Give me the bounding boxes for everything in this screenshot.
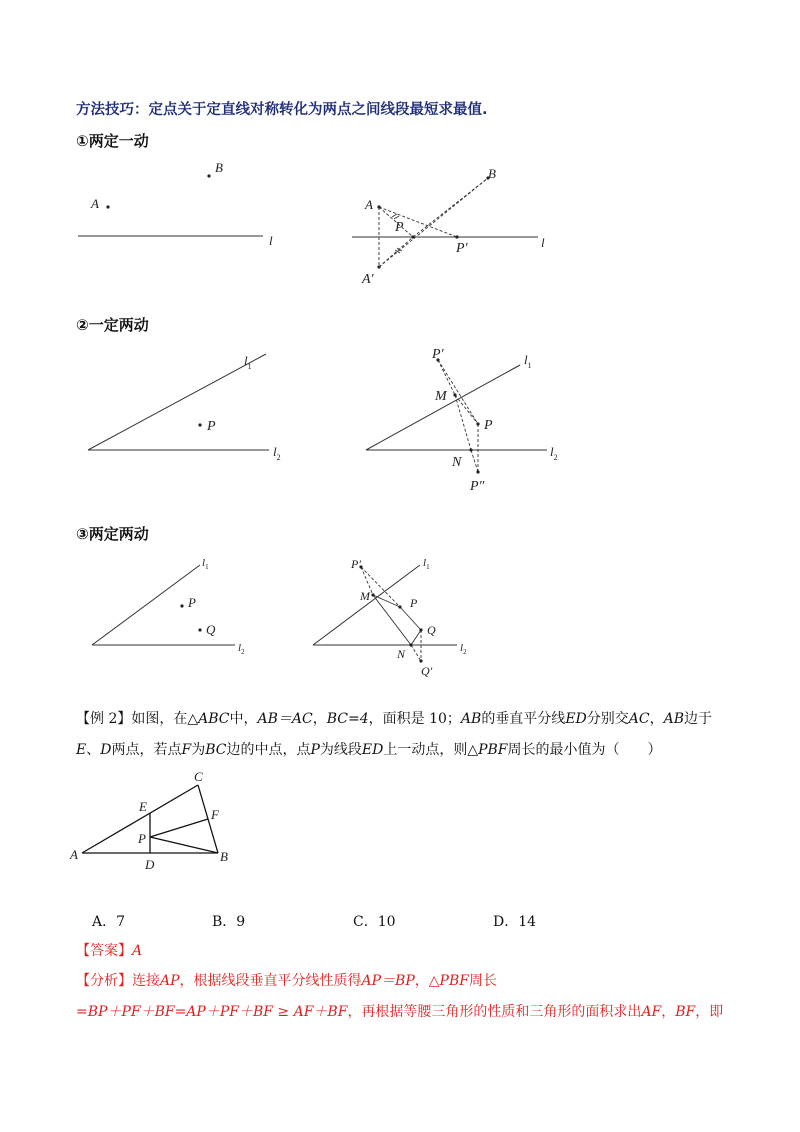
figure-one-fixed-two-moving-right	[360, 340, 580, 500]
label-l: l	[269, 233, 273, 248]
option-value: 9	[236, 914, 246, 930]
label-p: P	[138, 831, 146, 846]
label-l2-sub: 2	[241, 648, 245, 656]
text: 周长	[468, 973, 497, 989]
line-l1	[366, 365, 520, 450]
label-p: P	[410, 596, 418, 610]
example-line-2	[76, 741, 662, 759]
segment-mn	[455, 395, 471, 450]
text: 上一动点，则	[383, 742, 468, 758]
point-n	[409, 643, 412, 646]
option-d[interactable]	[493, 911, 536, 931]
math: AF	[641, 1004, 662, 1020]
text: ，	[661, 1004, 676, 1020]
example-line-1	[76, 710, 712, 728]
option-value: 7	[116, 914, 126, 930]
segment-pf	[150, 819, 208, 837]
label-l1	[524, 352, 532, 370]
text: 分别交	[586, 711, 629, 727]
point-q	[198, 628, 201, 631]
text: 、	[86, 742, 101, 758]
analysis-line-2	[76, 1001, 723, 1021]
point-p	[476, 422, 479, 425]
label-d: D	[145, 857, 155, 872]
label-l2-sub: 2	[553, 453, 558, 462]
segment-pq	[400, 607, 421, 630]
point-p-double-prime	[476, 470, 479, 473]
line-l1	[92, 565, 200, 645]
label-p: P	[188, 595, 196, 610]
label-q: Q	[427, 623, 436, 637]
figure-two-fixed-two-moving-right	[305, 550, 505, 685]
label-l2-sub: 2	[463, 648, 467, 656]
point-m	[371, 593, 374, 596]
segment-pb	[150, 837, 218, 853]
example-tag: 【例 2】	[76, 711, 132, 727]
text: ，即	[695, 1004, 724, 1020]
answer-tag: 【答案】	[76, 943, 132, 959]
math: P	[310, 742, 320, 758]
label-l1-sub: 1	[527, 361, 532, 370]
label-l2	[273, 444, 281, 462]
math: E	[76, 742, 87, 758]
label-e: E	[139, 799, 147, 814]
math: △PBF	[428, 973, 469, 989]
point-a	[377, 205, 380, 208]
point-p-prime	[455, 235, 458, 238]
math: △ABC	[187, 711, 230, 727]
label-l2-base: l	[238, 642, 242, 654]
math: ED	[361, 742, 384, 758]
option-label: A．	[92, 914, 117, 930]
point-m	[453, 393, 456, 396]
label-q-prime: Q′	[421, 664, 433, 678]
label-a-prime: A′	[362, 272, 374, 287]
label-f: F	[211, 807, 219, 822]
segment-mn	[373, 595, 411, 645]
label-p: P	[207, 419, 216, 434]
label-c: C	[194, 769, 203, 784]
label-l1-base: l	[423, 557, 427, 569]
figure-one-fixed-two-moving-left	[70, 340, 300, 480]
label-l1	[423, 557, 430, 571]
label-p: P	[484, 418, 493, 433]
math: AP＝BP	[361, 973, 415, 989]
figure-two-fixed-two-moving-left	[80, 550, 270, 660]
label-n: N	[397, 647, 406, 661]
option-c[interactable]	[353, 911, 396, 931]
line-l1	[88, 354, 266, 450]
point-p	[411, 235, 414, 238]
text: 周长的最小值为（ ）	[507, 742, 662, 758]
method-heading: 方法技巧：定点关于定直线对称转化为两点之间线段最短求最值.	[76, 102, 488, 118]
figure-two-fixed-one-moving-left	[70, 150, 290, 250]
label-b: B	[488, 166, 496, 181]
answer-value: A	[132, 943, 143, 959]
label-l1-base: l	[244, 353, 248, 368]
label-l2-base: l	[273, 444, 277, 459]
option-value: 14	[518, 914, 537, 930]
option-a[interactable]	[92, 911, 125, 931]
math: △PBF	[467, 742, 508, 758]
math: =BP＋PF＋BF=AP＋PF＋BF ≥ AF＋BF	[76, 1004, 348, 1020]
label-p-double-prime: P″	[470, 479, 485, 494]
math: AB＝AC	[257, 711, 313, 727]
label-p-prime: P′	[456, 241, 468, 256]
section-title-3: ③两定两动	[76, 525, 149, 543]
label-l2	[238, 642, 245, 656]
math: AB	[663, 711, 684, 727]
segment-n-p-double-prime	[471, 450, 478, 472]
label-a: A	[70, 847, 78, 862]
label-l2	[460, 642, 467, 656]
text: ，根据线段垂直平分线性质得	[179, 973, 362, 989]
math: ED	[565, 711, 587, 727]
label-l: l	[541, 235, 545, 250]
tick-mark	[392, 214, 397, 217]
label-m: M	[435, 389, 447, 404]
text: ，再根据等腰三角形的性质和三角形的面积求出	[347, 1004, 642, 1020]
section-title-2: ②一定两动	[76, 316, 149, 334]
math: BC=4	[326, 711, 369, 727]
text: ，面积是 10；	[368, 711, 461, 727]
segment-n-q-prime	[411, 645, 421, 661]
text: 为	[191, 742, 206, 758]
label-l2-sub: 2	[276, 453, 281, 462]
label-l1-sub: 1	[426, 563, 430, 571]
label-b: B	[215, 160, 223, 175]
text: 连接	[132, 973, 160, 989]
label-n: N	[452, 455, 462, 470]
label-l2	[550, 444, 558, 462]
point-q	[419, 628, 422, 631]
text: 边的中点，点	[226, 742, 311, 758]
text: 两点，若点	[111, 742, 182, 758]
triangle-figure	[68, 765, 248, 875]
segment-nq	[411, 630, 421, 645]
option-label: B．	[212, 914, 237, 930]
point-b	[207, 174, 210, 177]
text: 的垂直平分线	[481, 711, 566, 727]
label-l1-base: l	[524, 352, 528, 367]
text: ，	[649, 711, 664, 727]
point-a	[106, 205, 109, 208]
point-p	[180, 604, 183, 607]
math: BF	[675, 1004, 696, 1020]
point-p	[398, 605, 401, 608]
section-title-1: ①两定一动	[76, 132, 149, 150]
label-b: B	[220, 849, 228, 864]
math: BC	[205, 742, 227, 758]
tick-mark	[394, 216, 399, 219]
label-l1	[244, 353, 252, 371]
math: AB	[460, 711, 482, 727]
math: AC	[628, 711, 650, 727]
answer-line	[76, 940, 142, 960]
option-label: D．	[493, 914, 519, 930]
label-p-prime: P′	[432, 347, 444, 362]
label-a: A	[365, 197, 373, 212]
math: D	[100, 742, 112, 758]
label-p-prime: P′	[351, 557, 361, 571]
math: AP	[160, 973, 180, 989]
figure-two-fixed-one-moving-right	[350, 160, 560, 290]
text: 中，	[229, 711, 258, 727]
text: 如图，在	[131, 711, 188, 727]
point-a-prime	[377, 265, 380, 268]
label-l1	[202, 557, 209, 571]
label-p: P	[395, 220, 404, 235]
point-n	[469, 448, 472, 451]
text: ，	[414, 973, 429, 989]
label-q: Q	[206, 622, 216, 637]
segment-mp	[455, 395, 478, 424]
label-l1-base: l	[202, 557, 206, 569]
text: 边于	[684, 711, 712, 727]
label-l1-sub: 1	[247, 362, 252, 371]
option-b[interactable]	[212, 911, 245, 931]
label-l2-base: l	[550, 444, 554, 459]
point-p	[198, 423, 201, 426]
line-l1	[313, 565, 420, 645]
text: 为线段	[319, 742, 362, 758]
option-value: 10	[377, 914, 396, 930]
label-m: M	[360, 589, 370, 603]
label-l1-sub: 1	[205, 563, 209, 571]
option-label: C．	[353, 914, 378, 930]
label-a: A	[91, 196, 99, 211]
label-l2-base: l	[460, 642, 464, 654]
analysis-tag: 【分析】	[76, 973, 132, 989]
point-q-prime	[419, 659, 422, 662]
analysis-line-1	[76, 970, 497, 990]
segment-a-prime-p	[379, 237, 413, 267]
text: ，	[312, 711, 327, 727]
math: F	[181, 742, 192, 758]
